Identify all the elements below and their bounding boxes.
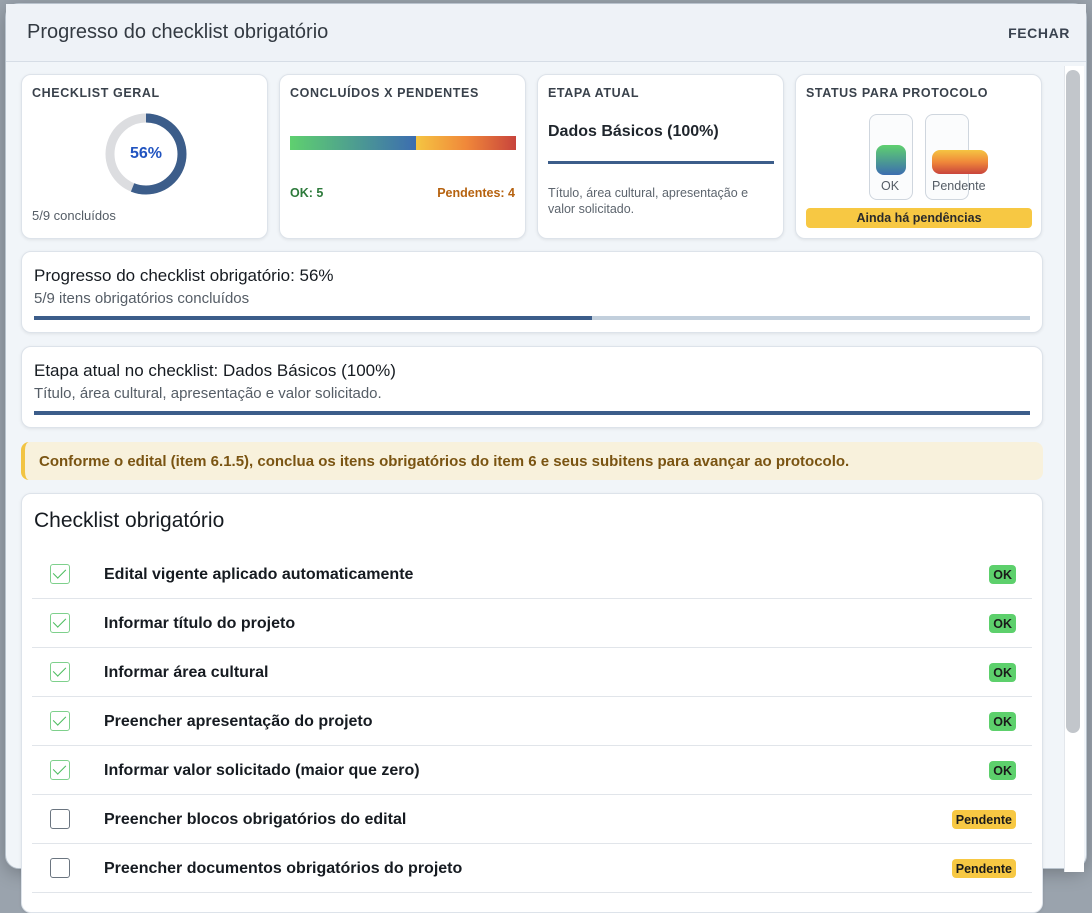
- checklist-status-badge: Pendente: [952, 810, 1016, 829]
- card-label: STATUS PARA PROTOCOLO: [806, 86, 989, 100]
- ring-percent: 56%: [129, 145, 163, 162]
- checklist-checkbox[interactable]: [50, 760, 70, 780]
- edital-notice: Conforme o edital (item 6.1.5), conclua os itens obrigatórios do item 6 e seus subitens para avançar ao protocolo.: [21, 442, 1043, 480]
- checkmark-icon: [53, 614, 66, 627]
- checklist-row: [32, 795, 1032, 844]
- stage-description: Título, área cultural, apresentação e valor solicitado.: [548, 186, 749, 216]
- checklist-row: [32, 599, 1032, 648]
- ok-count: OK: 5: [290, 186, 324, 200]
- checklist-item-label: Preencher blocos obrigatórios do edital: [104, 811, 407, 828]
- checkmark-icon: [53, 761, 66, 774]
- stage-card-subtitle: Título, área cultural, apresentação e valor solicitado.: [34, 385, 382, 402]
- card-concluidos-pendentes: [279, 74, 526, 239]
- checklist-card: [21, 493, 1043, 913]
- pending-pillar-label: Pendente: [932, 179, 986, 193]
- progress-card: [21, 251, 1043, 333]
- stage-track: [34, 411, 1030, 415]
- stage-divider: [548, 161, 774, 164]
- card-label: CONCLUÍDOS X PENDENTES: [290, 86, 479, 100]
- checklist-checkbox[interactable]: [50, 809, 70, 829]
- checklist-status-badge: OK: [989, 712, 1016, 731]
- card-etapa-atual: [537, 74, 784, 239]
- scrollbar-thumb[interactable]: [1066, 70, 1080, 733]
- checklist-status-badge: OK: [989, 663, 1016, 682]
- card-label: CHECKLIST GERAL: [32, 86, 160, 100]
- modal-title: Progresso do checklist obrigatório: [27, 21, 329, 43]
- checklist-row: [32, 648, 1032, 697]
- stage-card-title: Etapa atual no checklist: Dados Básicos (100%): [34, 361, 396, 380]
- ok-pillar-label: OK: [881, 179, 900, 193]
- checklist-checkbox[interactable]: [50, 613, 70, 633]
- card-label: ETAPA ATUAL: [548, 86, 640, 100]
- checklist-checkbox[interactable]: [50, 662, 70, 682]
- checklist-progress-modal: [5, 3, 1087, 877]
- checkmark-icon: [53, 565, 66, 578]
- stage-fill: [34, 411, 1030, 415]
- modal-header: [6, 4, 1086, 62]
- ok-pillar-fill: [876, 145, 906, 175]
- checklist-status-badge: OK: [989, 565, 1016, 584]
- checklist-item-label: Preencher documentos obrigatórios do projeto: [104, 860, 463, 877]
- checklist-checkbox[interactable]: [50, 711, 70, 731]
- checklist-list: [32, 550, 1032, 893]
- checklist-title: Checklist obrigatório: [34, 509, 225, 532]
- progress-ring: [103, 111, 189, 197]
- progress-track: [34, 316, 1030, 320]
- checklist-row: [32, 550, 1032, 599]
- card-checklist-geral: [21, 74, 268, 239]
- checklist-item-label: Informar valor solicitado (maior que zero): [104, 762, 420, 779]
- checklist-item-label: Edital vigente aplicado automaticamente: [104, 566, 414, 583]
- pending-segment: [416, 136, 516, 150]
- checklist-status-badge: OK: [989, 614, 1016, 633]
- stage-title: Dados Básicos (100%): [548, 123, 719, 140]
- checklist-row: [32, 746, 1032, 795]
- checklist-item-label: Informar título do projeto: [104, 615, 296, 632]
- modal-body: [6, 63, 1086, 877]
- done-count: 5/9 concluídos: [32, 208, 116, 223]
- checkmark-icon: [53, 712, 66, 725]
- progress-fill: [34, 316, 592, 320]
- stage-card: [21, 346, 1043, 428]
- ok-segment: [290, 136, 416, 150]
- checklist-status-badge: Pendente: [952, 859, 1016, 878]
- progress-title: Progresso do checklist obrigatório: 56%: [34, 266, 334, 285]
- pending-count: Pendentes: 4: [437, 186, 515, 200]
- progress-subtitle: 5/9 itens obrigatórios concluídos: [34, 290, 250, 307]
- checklist-checkbox[interactable]: [50, 858, 70, 878]
- checklist-row: [32, 697, 1032, 746]
- status-badge: Ainda há pendências: [806, 208, 1032, 228]
- pending-pillar-fill: [932, 150, 988, 174]
- checklist-item-label: Informar área cultural: [104, 664, 269, 681]
- checklist-status-badge: OK: [989, 761, 1016, 780]
- checklist-checkbox[interactable]: [50, 564, 70, 584]
- checklist-item-label: Preencher apresentação do projeto: [104, 713, 373, 730]
- checkmark-icon: [53, 663, 66, 676]
- card-status-protocolo: [795, 74, 1042, 239]
- ok-pending-bar: [290, 136, 516, 150]
- close-button[interactable]: FECHAR: [1008, 24, 1070, 41]
- checklist-row: [32, 844, 1032, 893]
